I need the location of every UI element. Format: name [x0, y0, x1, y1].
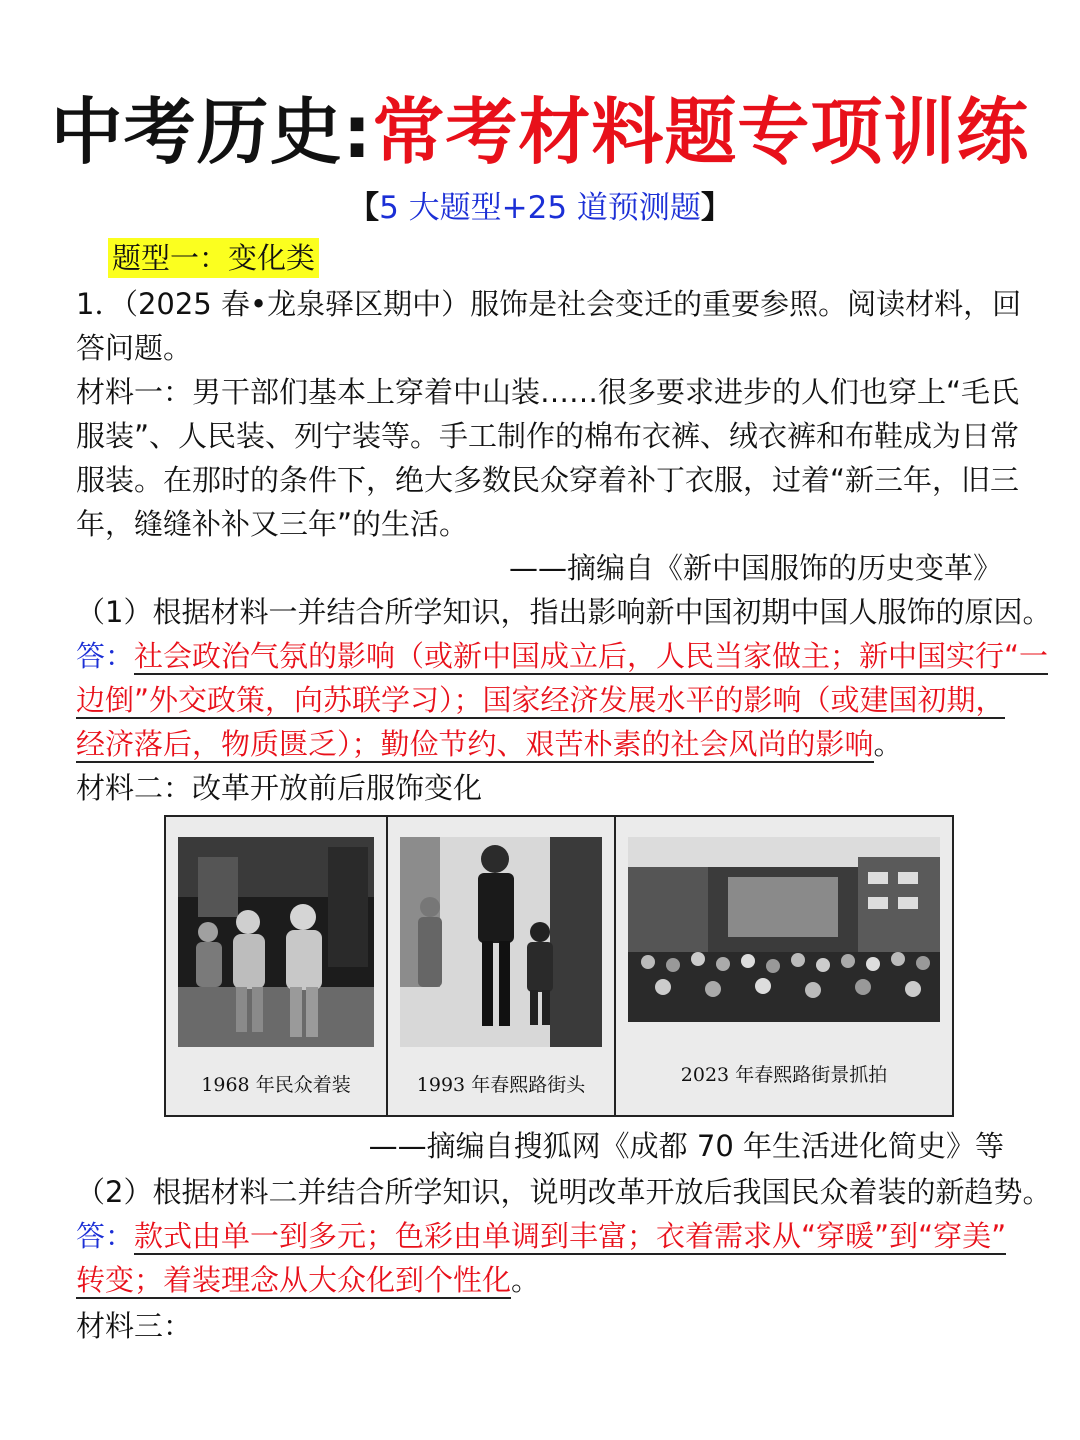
photo-2023-image [628, 837, 940, 1022]
material-1 [76, 370, 1020, 546]
material-3-label: 材料三： [76, 1309, 193, 1343]
title-main: 常考材料题专项训练 [372, 90, 1030, 174]
subtitle [0, 186, 1080, 230]
photo-1968-image [178, 837, 374, 1047]
photo-1993-image [400, 837, 602, 1047]
photo-1968 [166, 817, 388, 1115]
sub-question-2: （2）根据材料二并结合所学知识，说明改革开放后我国民众着装的新趋势。 [76, 1175, 1052, 1209]
answer-line: 社会政治气氛的影响（或新中国成立后，人民当家做主；新中国实行“一 [134, 639, 1049, 673]
answer-line: 款式由单一到多元；色彩由单调到丰富；衣着需求从“穿暖”到“穿美” [134, 1219, 1007, 1253]
page-title [0, 82, 1080, 182]
answer-end: 。 [511, 1263, 541, 1297]
subtitle-bracket-close: 】 [700, 190, 732, 226]
subtitle-text: 5 大题型+25 道预测题 [379, 190, 701, 226]
answer-label: 答： [76, 639, 135, 673]
subtitle-bracket-open: 【 [348, 190, 380, 226]
material-2-source: ——摘编自搜狐网《成都 70 年生活进化简史》等 [368, 1129, 1004, 1163]
material-line: 年，缝缝补补又三年”的生活。 [76, 507, 469, 541]
answer-label: 答： [76, 1219, 135, 1253]
photo-2023 [616, 817, 952, 1115]
material-2-label: 材料二：改革开放前后服饰变化 [76, 771, 483, 805]
question-line: 1．（2025 春•龙泉驿区期中）服饰是社会变迁的重要参照。阅读材料，回 [76, 287, 1022, 321]
section-label: 题型一：变化类 [108, 238, 319, 278]
caption: 1968 年民众着装 [201, 1074, 351, 1096]
question-1 [76, 282, 1022, 370]
photo-strip [164, 815, 954, 1117]
caption: 1993 年春熙路街头 [416, 1074, 586, 1096]
sub-question-1: （1）根据材料一并结合所学知识，指出影响新中国初期中国人服饰的原因。 [76, 595, 1052, 629]
material-line: 服装”、人民装、列宁装等。手工制作的棉布衣裤、绒衣裤和布鞋成为日常 [76, 419, 1020, 453]
answer-line: 转变；着装理念从大众化到个性化 [76, 1263, 512, 1297]
title-prefix: 中考历史: [50, 90, 373, 174]
answer-1 [76, 634, 1049, 766]
material-line: 服装。在那时的条件下，绝大多数民众穿着补丁衣服，过着“新三年，旧三 [76, 463, 1020, 497]
caption: 2023 年春熙路街景抓拍 [680, 1064, 888, 1086]
answer-line: 经济落后，物质匮乏）；勤俭节约、艰苦朴素的社会风尚的影响 [76, 727, 874, 761]
answer-end: 。 [873, 727, 903, 761]
answer-line: 边倒”外交政策，向苏联学习）；国家经济发展水平的影响（或建国初期， [76, 683, 1005, 717]
answer-2 [76, 1214, 1016, 1302]
photo-1993 [388, 817, 616, 1115]
material-line: 材料一：男干部们基本上穿着中山装……很多要求进步的人们也穿上“毛氏 [76, 375, 1020, 409]
material-1-source: ——摘编自《新中国服饰的历史变革》 [508, 551, 1002, 585]
question-line: 答问题。 [76, 331, 193, 365]
